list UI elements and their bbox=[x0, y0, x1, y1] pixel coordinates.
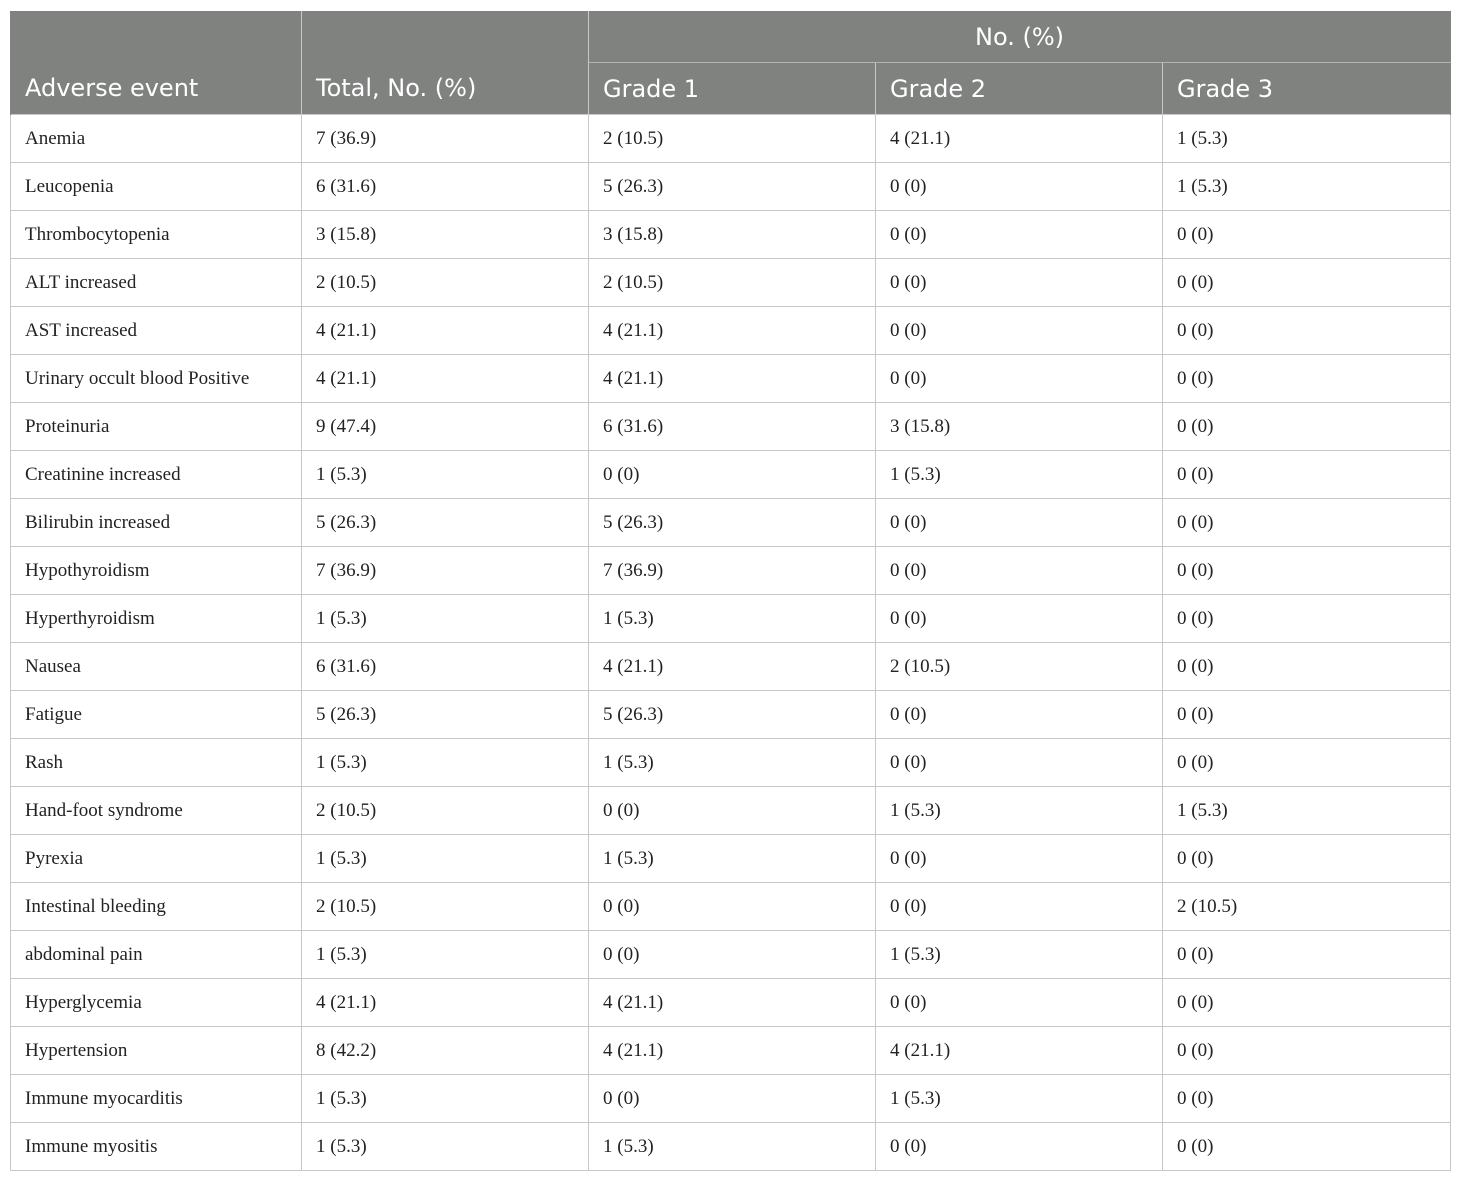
table-row bbox=[11, 1027, 1451, 1075]
cell-total: 2 (10.5) bbox=[302, 259, 589, 307]
cell-adverse-event: Hand-foot syndrome bbox=[11, 787, 302, 835]
cell-grade-2: 4 (21.1) bbox=[876, 115, 1163, 163]
cell-adverse-event: Hypertension bbox=[11, 1027, 302, 1075]
cell-grade-2: 0 (0) bbox=[876, 211, 1163, 259]
cell-total: 7 (36.9) bbox=[302, 547, 589, 595]
cell-grade-3: 0 (0) bbox=[1163, 499, 1451, 547]
header-row-group bbox=[11, 11, 1451, 63]
cell-grade-1: 4 (21.1) bbox=[589, 643, 876, 691]
cell-grade-3: 0 (0) bbox=[1163, 1075, 1451, 1123]
table-row bbox=[11, 307, 1451, 355]
table-row bbox=[11, 643, 1451, 691]
cell-adverse-event: Rash bbox=[11, 739, 302, 787]
table-row bbox=[11, 931, 1451, 979]
header-grade-2: Grade 2 bbox=[876, 63, 1163, 115]
cell-grade-1: 7 (36.9) bbox=[589, 547, 876, 595]
header-blank-cell-event bbox=[11, 11, 302, 63]
cell-grade-1: 0 (0) bbox=[589, 787, 876, 835]
cell-adverse-event: Leucopenia bbox=[11, 163, 302, 211]
cell-total: 7 (36.9) bbox=[302, 115, 589, 163]
cell-grade-2: 0 (0) bbox=[876, 355, 1163, 403]
cell-grade-2: 0 (0) bbox=[876, 691, 1163, 739]
cell-adverse-event: Creatinine increased bbox=[11, 451, 302, 499]
cell-grade-1: 0 (0) bbox=[589, 931, 876, 979]
cell-grade-2: 1 (5.3) bbox=[876, 1075, 1163, 1123]
cell-grade-3: 0 (0) bbox=[1163, 643, 1451, 691]
table-row bbox=[11, 259, 1451, 307]
cell-grade-3: 0 (0) bbox=[1163, 595, 1451, 643]
table-row bbox=[11, 1075, 1451, 1123]
header-blank-cell-total bbox=[302, 11, 589, 63]
cell-grade-1: 4 (21.1) bbox=[589, 1027, 876, 1075]
cell-adverse-event: Thrombocytopenia bbox=[11, 211, 302, 259]
table-row bbox=[11, 163, 1451, 211]
cell-grade-3: 0 (0) bbox=[1163, 307, 1451, 355]
cell-grade-1: 5 (26.3) bbox=[589, 691, 876, 739]
cell-adverse-event: Intestinal bleeding bbox=[11, 883, 302, 931]
cell-total: 1 (5.3) bbox=[302, 595, 589, 643]
header-row-columns bbox=[11, 63, 1451, 115]
cell-adverse-event: Bilirubin increased bbox=[11, 499, 302, 547]
cell-adverse-event: Hyperthyroidism bbox=[11, 595, 302, 643]
cell-total: 3 (15.8) bbox=[302, 211, 589, 259]
table-row bbox=[11, 403, 1451, 451]
table-header bbox=[11, 11, 1451, 115]
cell-total: 8 (42.2) bbox=[302, 1027, 589, 1075]
cell-grade-2: 0 (0) bbox=[876, 1123, 1163, 1171]
cell-grade-3: 0 (0) bbox=[1163, 931, 1451, 979]
cell-grade-3: 0 (0) bbox=[1163, 259, 1451, 307]
cell-grade-3: 1 (5.3) bbox=[1163, 163, 1451, 211]
cell-grade-2: 0 (0) bbox=[876, 259, 1163, 307]
cell-grade-1: 1 (5.3) bbox=[589, 1123, 876, 1171]
cell-total: 4 (21.1) bbox=[302, 355, 589, 403]
cell-grade-2: 0 (0) bbox=[876, 883, 1163, 931]
table-row bbox=[11, 595, 1451, 643]
cell-grade-1: 1 (5.3) bbox=[589, 739, 876, 787]
table-row bbox=[11, 547, 1451, 595]
cell-total: 1 (5.3) bbox=[302, 1075, 589, 1123]
cell-grade-2: 1 (5.3) bbox=[876, 451, 1163, 499]
cell-adverse-event: Urinary occult blood Positive bbox=[11, 355, 302, 403]
table-row bbox=[11, 787, 1451, 835]
cell-grade-3: 0 (0) bbox=[1163, 739, 1451, 787]
table-row bbox=[11, 451, 1451, 499]
cell-adverse-event: Immune myositis bbox=[11, 1123, 302, 1171]
cell-grade-3: 0 (0) bbox=[1163, 211, 1451, 259]
cell-total: 1 (5.3) bbox=[302, 835, 589, 883]
table-row bbox=[11, 691, 1451, 739]
cell-total: 4 (21.1) bbox=[302, 979, 589, 1027]
cell-grade-2: 1 (5.3) bbox=[876, 787, 1163, 835]
cell-adverse-event: Immune myocarditis bbox=[11, 1075, 302, 1123]
cell-total: 1 (5.3) bbox=[302, 739, 589, 787]
cell-grade-2: 0 (0) bbox=[876, 499, 1163, 547]
cell-total: 2 (10.5) bbox=[302, 787, 589, 835]
cell-grade-1: 0 (0) bbox=[589, 1075, 876, 1123]
header-grade-3: Grade 3 bbox=[1163, 63, 1451, 115]
cell-total: 2 (10.5) bbox=[302, 883, 589, 931]
cell-total: 6 (31.6) bbox=[302, 163, 589, 211]
cell-grade-1: 3 (15.8) bbox=[589, 211, 876, 259]
cell-grade-2: 1 (5.3) bbox=[876, 931, 1163, 979]
header-total: Total, No. (%) bbox=[302, 63, 589, 115]
cell-grade-3: 0 (0) bbox=[1163, 691, 1451, 739]
cell-total: 4 (21.1) bbox=[302, 307, 589, 355]
cell-grade-3: 0 (0) bbox=[1163, 451, 1451, 499]
table-row bbox=[11, 355, 1451, 403]
cell-grade-1: 0 (0) bbox=[589, 883, 876, 931]
cell-total: 6 (31.6) bbox=[302, 643, 589, 691]
cell-adverse-event: Nausea bbox=[11, 643, 302, 691]
cell-grade-1: 1 (5.3) bbox=[589, 595, 876, 643]
cell-grade-3: 0 (0) bbox=[1163, 547, 1451, 595]
table-row bbox=[11, 979, 1451, 1027]
cell-adverse-event: abdominal pain bbox=[11, 931, 302, 979]
cell-grade-2: 0 (0) bbox=[876, 835, 1163, 883]
cell-total: 1 (5.3) bbox=[302, 1123, 589, 1171]
cell-grade-1: 5 (26.3) bbox=[589, 499, 876, 547]
cell-grade-3: 0 (0) bbox=[1163, 1123, 1451, 1171]
cell-grade-1: 2 (10.5) bbox=[589, 259, 876, 307]
cell-grade-1: 4 (21.1) bbox=[589, 979, 876, 1027]
header-group-no-percent: No. (%) bbox=[589, 11, 1451, 63]
cell-total: 1 (5.3) bbox=[302, 451, 589, 499]
cell-grade-1: 2 (10.5) bbox=[589, 115, 876, 163]
table-row bbox=[11, 835, 1451, 883]
cell-grade-2: 0 (0) bbox=[876, 547, 1163, 595]
cell-grade-2: 0 (0) bbox=[876, 595, 1163, 643]
cell-grade-3: 1 (5.3) bbox=[1163, 787, 1451, 835]
cell-grade-1: 0 (0) bbox=[589, 451, 876, 499]
cell-adverse-event: Proteinuria bbox=[11, 403, 302, 451]
cell-adverse-event: Hypothyroidism bbox=[11, 547, 302, 595]
table-row bbox=[11, 211, 1451, 259]
cell-adverse-event: Fatigue bbox=[11, 691, 302, 739]
cell-grade-2: 4 (21.1) bbox=[876, 1027, 1163, 1075]
header-adverse-event: Adverse event bbox=[11, 63, 302, 115]
table-row bbox=[11, 1123, 1451, 1171]
table-row bbox=[11, 499, 1451, 547]
cell-adverse-event: AST increased bbox=[11, 307, 302, 355]
cell-grade-2: 0 (0) bbox=[876, 307, 1163, 355]
cell-grade-2: 2 (10.5) bbox=[876, 643, 1163, 691]
cell-grade-2: 0 (0) bbox=[876, 979, 1163, 1027]
cell-grade-1: 4 (21.1) bbox=[589, 307, 876, 355]
cell-adverse-event: Anemia bbox=[11, 115, 302, 163]
cell-grade-3: 0 (0) bbox=[1163, 835, 1451, 883]
cell-total: 1 (5.3) bbox=[302, 931, 589, 979]
cell-grade-1: 6 (31.6) bbox=[589, 403, 876, 451]
cell-grade-3: 2 (10.5) bbox=[1163, 883, 1451, 931]
table-row bbox=[11, 739, 1451, 787]
cell-total: 9 (47.4) bbox=[302, 403, 589, 451]
cell-grade-2: 3 (15.8) bbox=[876, 403, 1163, 451]
cell-total: 5 (26.3) bbox=[302, 691, 589, 739]
table-row bbox=[11, 115, 1451, 163]
cell-adverse-event: ALT increased bbox=[11, 259, 302, 307]
cell-grade-3: 0 (0) bbox=[1163, 1027, 1451, 1075]
cell-grade-3: 0 (0) bbox=[1163, 355, 1451, 403]
cell-grade-3: 0 (0) bbox=[1163, 979, 1451, 1027]
table-body bbox=[11, 115, 1451, 1171]
cell-total: 5 (26.3) bbox=[302, 499, 589, 547]
cell-grade-1: 1 (5.3) bbox=[589, 835, 876, 883]
cell-grade-2: 0 (0) bbox=[876, 163, 1163, 211]
adverse-events-table bbox=[10, 11, 1451, 1171]
cell-adverse-event: Hyperglycemia bbox=[11, 979, 302, 1027]
cell-grade-2: 0 (0) bbox=[876, 739, 1163, 787]
cell-grade-1: 5 (26.3) bbox=[589, 163, 876, 211]
cell-grade-3: 0 (0) bbox=[1163, 403, 1451, 451]
cell-grade-1: 4 (21.1) bbox=[589, 355, 876, 403]
table-row bbox=[11, 883, 1451, 931]
cell-grade-3: 1 (5.3) bbox=[1163, 115, 1451, 163]
cell-adverse-event: Pyrexia bbox=[11, 835, 302, 883]
header-grade-1: Grade 1 bbox=[589, 63, 876, 115]
